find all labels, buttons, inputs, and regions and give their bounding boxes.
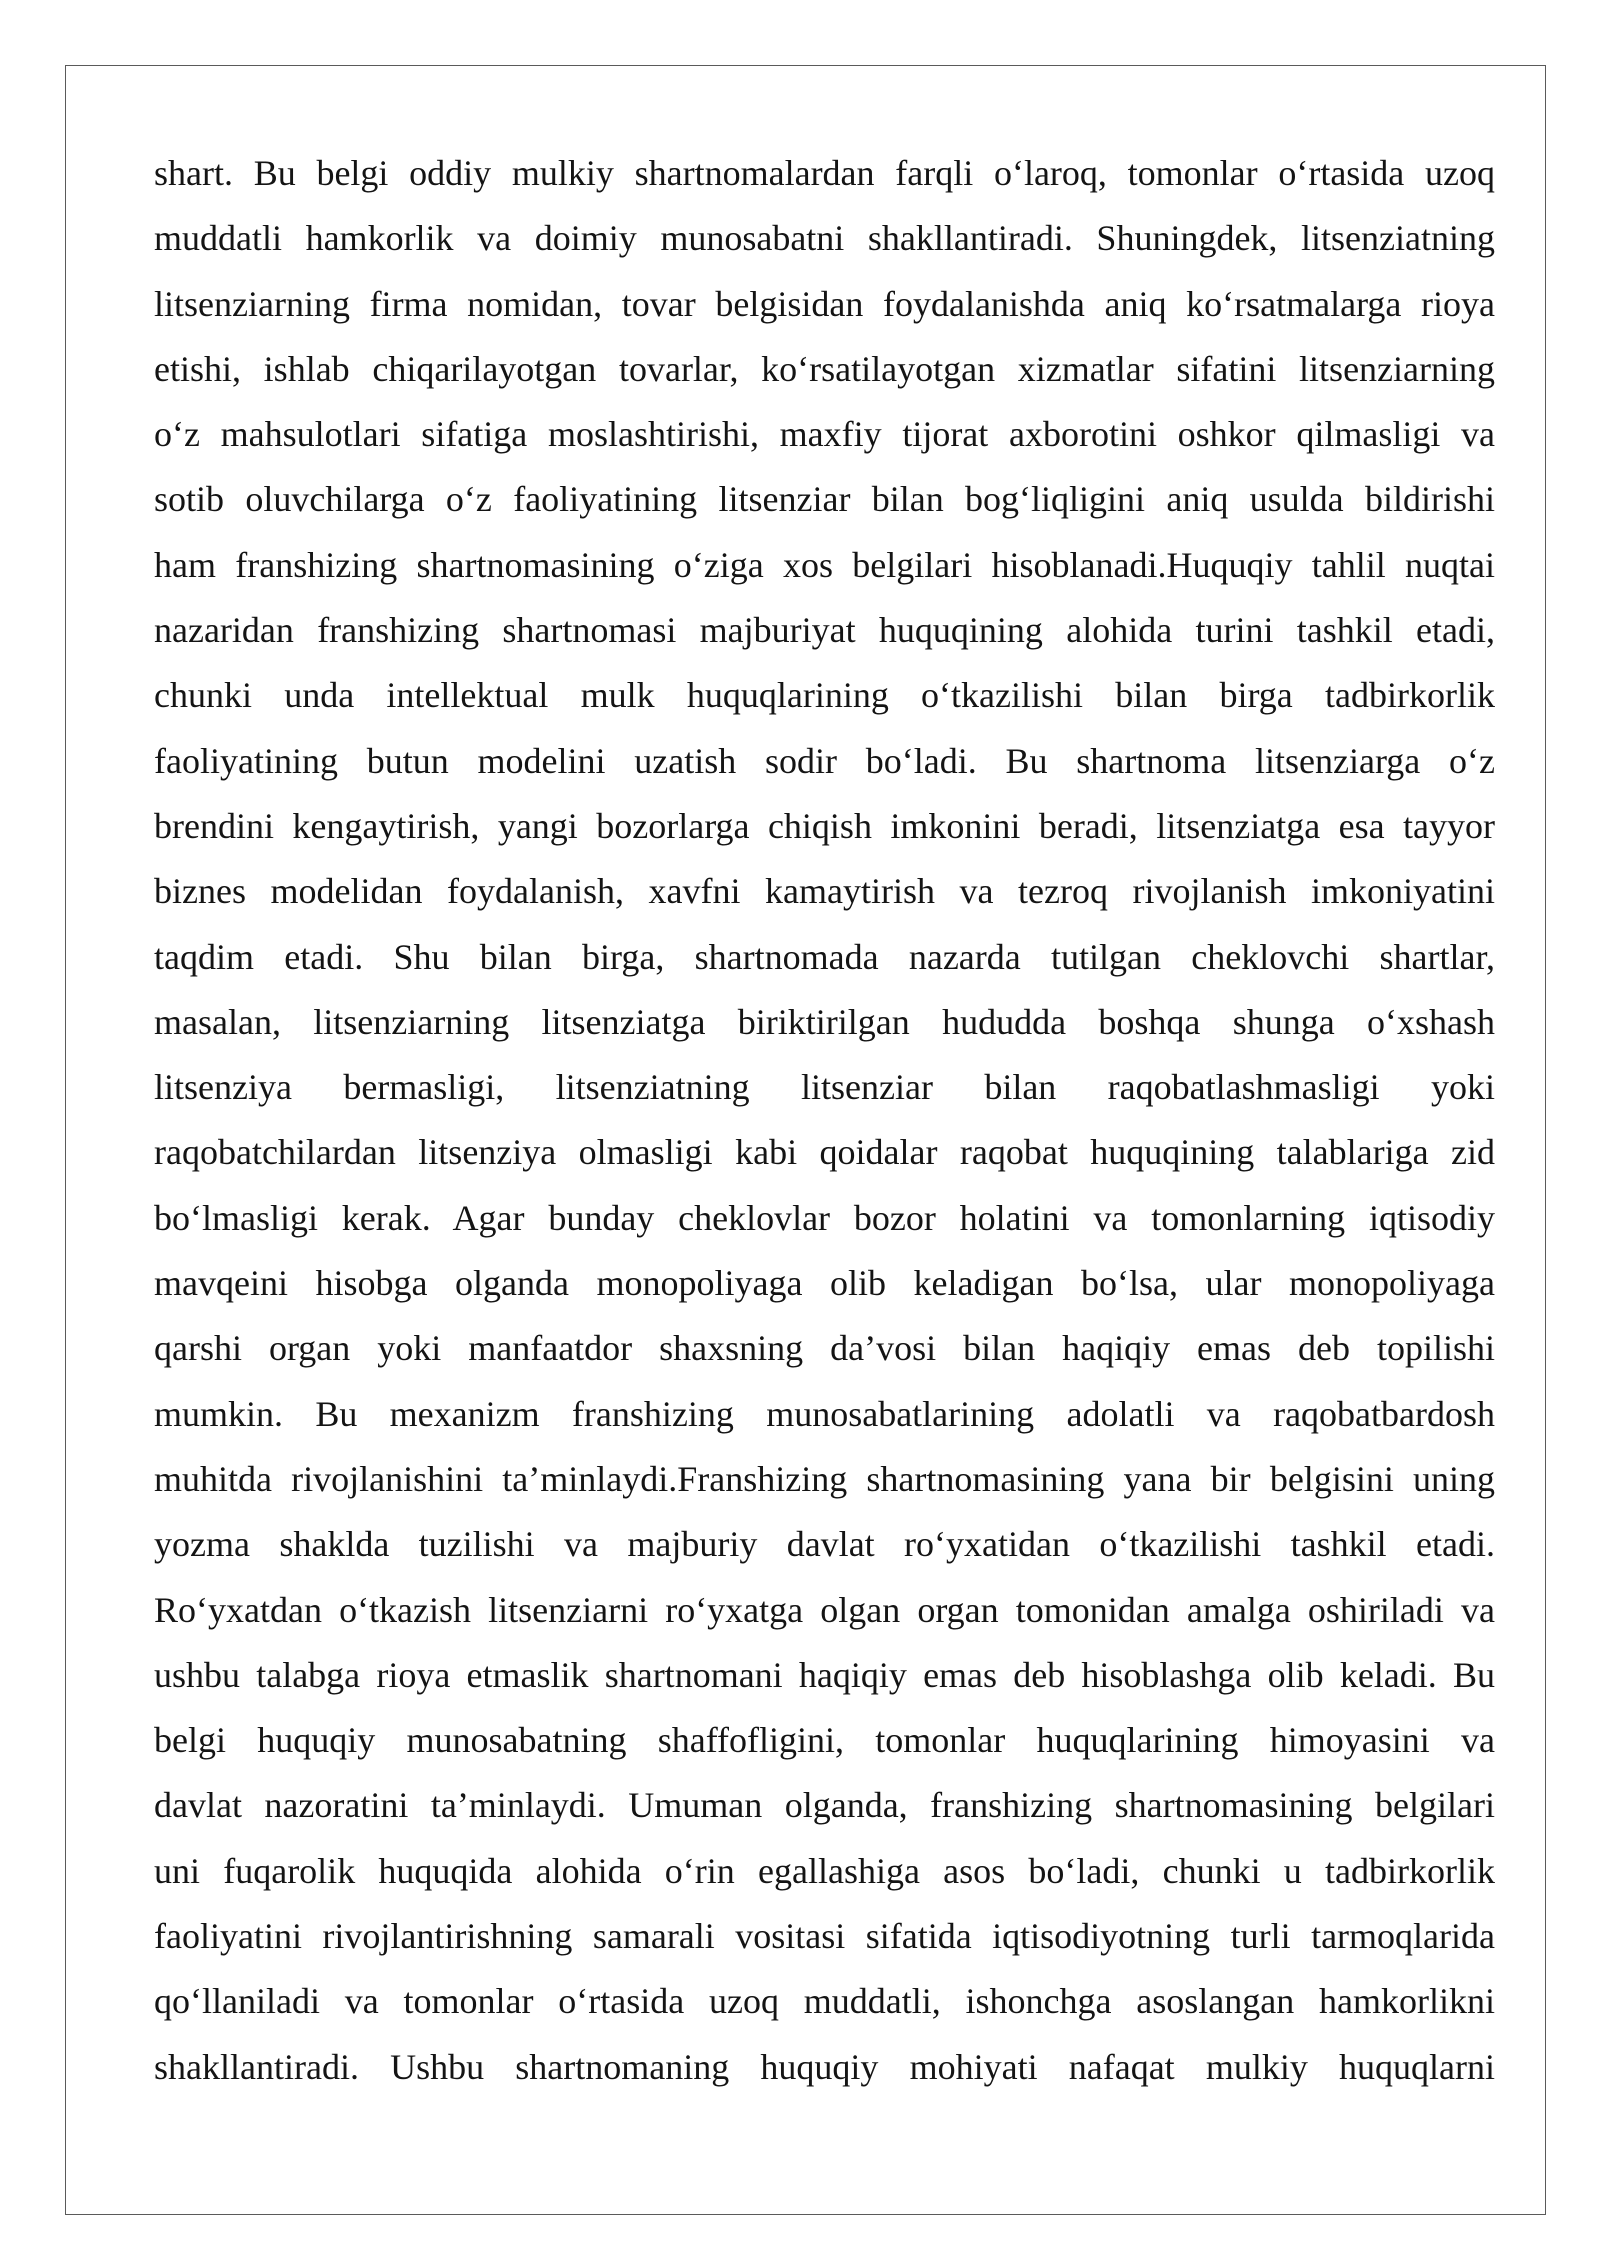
text-line: shart. Bu belgi oddiy mulkiy shartnomalardan farqli o‘laroq, tomonlar o‘rtasida uzoq xyxy=(154,153,1495,193)
text-line: uni fuqarolik huquqida alohida o‘rin egallashiga asos bo‘ladi, chunki u tadbirkorlik xyxy=(154,1850,1495,1891)
text-line: ham franshizing shartnomasining o‘ziga xos belgilari hisoblanadi.Huquqiy tahlil nuqtai xyxy=(154,544,1495,585)
text-line: mumkin. Bu mexanizm franshizing munosabatlarining adolatli va raqobatbardosh xyxy=(154,1393,1495,1434)
text-line: masalan, litsenziarning litsenziatga biriktirilgan hududda boshqa shunga o‘xshash xyxy=(154,1001,1495,1042)
text-line: bo‘lmasligi kerak. Agar bunday cheklovlar bozor holatini va tomonlarning iqtisodiy xyxy=(154,1197,1495,1238)
text-line: o‘z mahsulotlari sifatiga moslashtirishi, maxfiy tijorat axborotini oshkor qilmasligi va xyxy=(154,414,1495,455)
text-line: qo‘llaniladi va tomonlar o‘rtasida uzoq muddatli, ishonchga asoslangan hamkorlikni xyxy=(154,1981,1495,2022)
text-line: litsenziya bermasligi, litsenziatning litsenziar bilan raqobatlashmasligi yoki xyxy=(154,1067,1495,1108)
text-line: nazaridan franshizing shartnomasi majburiyat huquqining alohida turini tashkil etadi, xyxy=(154,610,1495,651)
text-line: belgi huquqiy munosabatning shaffofligini, tomonlar huquqlarining himoyasini va xyxy=(154,1720,1495,1761)
text-line: Ro‘yxatdan o‘tkazish litsenziarni ro‘yxatga olgan organ tomonidan amalga oshiriladi va xyxy=(154,1589,1495,1630)
text-line: muhitda rivojlanishini ta’minlaydi.Franshizing shartnomasining yana bir belgisini uning xyxy=(154,1458,1495,1499)
text-line: mavqeini hisobga olganda monopoliyaga olib keladigan bo‘lsa, ular monopoliyaga xyxy=(154,1263,1495,1304)
text-line: sotib oluvchilarga o‘z faoliyatining litsenziar bilan bog‘liqligini aniq usulda bildirishi xyxy=(154,479,1495,520)
text-line: etishi, ishlab chiqarilayotgan tovarlar, ko‘rsatilayotgan xizmatlar sifatini litsenziarning xyxy=(154,348,1495,389)
text-line: faoliyatini rivojlantirishning samarali vositasi sifatida iqtisodiyotning turli tarmoqlarida xyxy=(154,1916,1495,1957)
text-line: biznes modelidan foydalanish, xavfni kamaytirish va tezroq rivojlanish imkoniyatini xyxy=(154,871,1495,912)
text-line: yozma shaklda tuzilishi va majburiy davlat ro‘yxatidan o‘tkazilishi tashkil etadi. xyxy=(154,1524,1495,1565)
text-line: ushbu talabga rioya etmaslik shartnomani haqiqiy emas deb hisoblashga olib keladi. Bu xyxy=(154,1654,1495,1695)
text-line: davlat nazoratini ta’minlaydi. Umuman olganda, franshizing shartnomasining belgilari xyxy=(154,1785,1495,1826)
text-line: brendini kengaytirish, yangi bozorlarga chiqish imkonini beradi, litsenziatga esa tayyor xyxy=(154,805,1495,846)
text-line: muddatli hamkorlik va doimiy munosabatni shakllantiradi. Shuningdek, litsenziatning xyxy=(154,218,1495,259)
text-line: shakllantiradi. Ushbu shartnomaning huquqiy mohiyati nafaqat mulkiy huquqlarni xyxy=(154,2046,1495,2087)
text-line: faoliyatining butun modelini uzatish sodir bo‘ladi. Bu shartnoma litsenziarga o‘z xyxy=(154,740,1495,781)
body-text xyxy=(154,141,1495,2100)
text-line: qarshi organ yoki manfaatdor shaxsning da’vosi bilan haqiqiy emas deb topilishi xyxy=(154,1328,1495,1369)
text-line: raqobatchilardan litsenziya olmasligi kabi qoidalar raqobat huquqining talablariga zid xyxy=(154,1132,1495,1173)
text-line: chunki unda intellektual mulk huquqlarining o‘tkazilishi bilan birga tadbirkorlik xyxy=(154,675,1495,716)
text-line: taqdim etadi. Shu bilan birga, shartnomada nazarda tutilgan cheklovchi shartlar, xyxy=(154,936,1495,977)
text-line: litsenziarning firma nomidan, tovar belgisidan foydalanishda aniq ko‘rsatmalarga rioya xyxy=(154,283,1495,324)
